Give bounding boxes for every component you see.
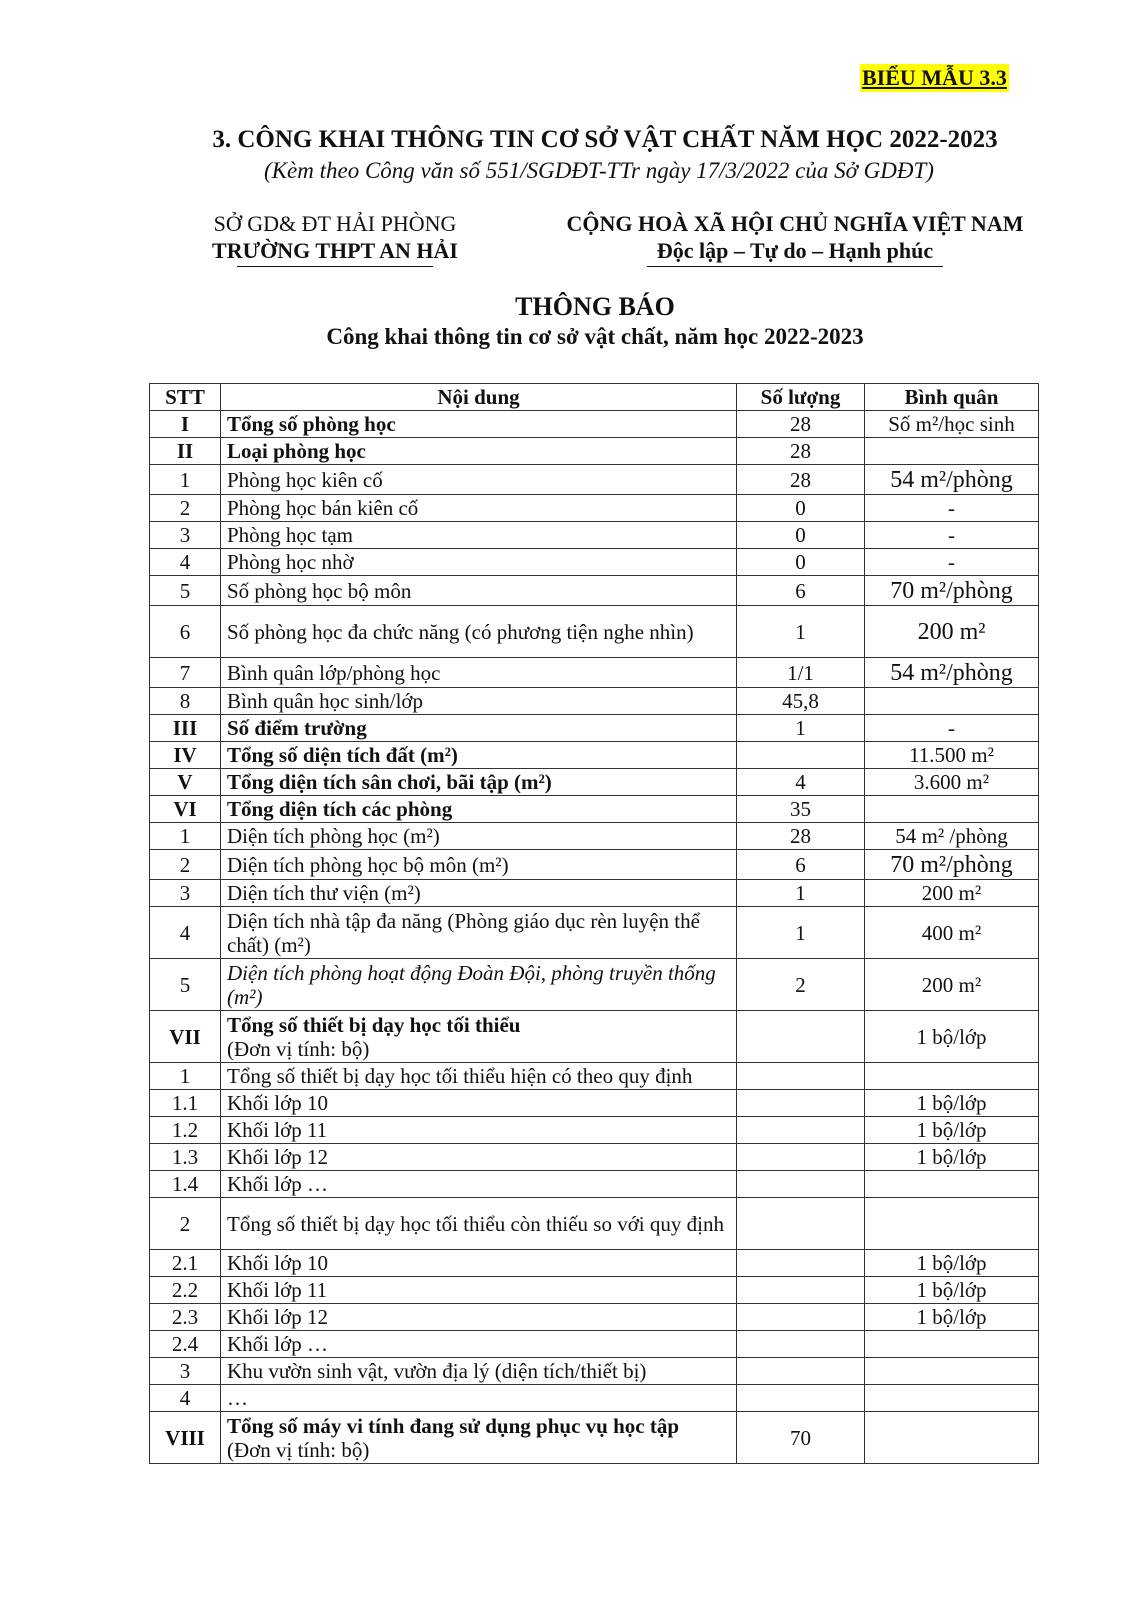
row-content-text: Tổng số thiết bị dạy học tối thiểu hiện có theo quy định — [227, 1064, 693, 1088]
row-quantity: 4 — [737, 769, 865, 796]
row-quantity — [737, 1304, 865, 1331]
table-row — [150, 1090, 1039, 1117]
row-content-text: Tổng số máy vi tính đang sử dụng phục vụ học tập — [227, 1413, 680, 1438]
table-row — [150, 959, 1039, 1011]
row-average: 1 bộ/lớp — [865, 1277, 1039, 1304]
row-quantity — [737, 1198, 865, 1250]
row-stt: VI — [150, 796, 221, 823]
row-average: 70 m²/phòng — [865, 576, 1039, 606]
row-content-text: Tổng số thiết bị dạy học tối thiểu — [227, 1012, 521, 1037]
row-content-text: Loại phòng học — [227, 439, 366, 463]
row-quantity: 1 — [737, 715, 865, 742]
row-average: 1 bộ/lớp — [865, 1144, 1039, 1171]
row-quantity — [737, 742, 865, 769]
row-average: 1 bộ/lớp — [865, 1117, 1039, 1144]
row-content — [221, 880, 737, 907]
table-row — [150, 658, 1039, 688]
row-average: 1 bộ/lớp — [865, 1090, 1039, 1117]
table-body — [150, 411, 1039, 1464]
row-average: - — [865, 495, 1039, 522]
row-content — [221, 1063, 737, 1090]
row-stt: 2 — [150, 1198, 221, 1250]
table-row — [150, 411, 1039, 438]
document-title: 3. CÔNG KHAI THÔNG TIN CƠ SỞ VẬT CHẤT NĂM HỌC 2022-2023 — [212, 126, 998, 153]
row-stt: VIII — [150, 1412, 221, 1464]
row-quantity: 45,8 — [737, 688, 865, 715]
row-content — [221, 1117, 737, 1144]
row-average: 54 m² /phòng — [865, 823, 1039, 850]
row-content-text: Khối lớp 10 — [227, 1091, 328, 1115]
row-content — [221, 1277, 737, 1304]
row-stt: 4 — [150, 1385, 221, 1412]
row-stt: 2.4 — [150, 1331, 221, 1358]
row-content-text: Tổng số phòng học — [227, 412, 396, 436]
row-content-text: Phòng học tạm — [227, 523, 353, 547]
row-content-text: Tổng diện tích sân chơi, bãi tập (m²) — [227, 770, 552, 794]
row-average — [865, 688, 1039, 715]
row-content — [221, 1358, 737, 1385]
row-stt: 2.1 — [150, 1250, 221, 1277]
table-row — [150, 907, 1039, 959]
row-content-text: Khối lớp … — [227, 1332, 328, 1356]
department-name: SỞ GD& ĐT HẢI PHÒNG — [213, 211, 457, 236]
row-content-text: Tổng số diện tích đất (m²) — [227, 743, 458, 767]
table-row — [150, 1412, 1039, 1464]
row-quantity: 6 — [737, 576, 865, 606]
row-stt: 1.3 — [150, 1144, 221, 1171]
table-row — [150, 742, 1039, 769]
row-stt: VII — [150, 1011, 221, 1063]
row-quantity — [737, 1385, 865, 1412]
row-content-unit-note: (Đơn vị tính: bộ) — [227, 1437, 370, 1462]
table-row — [150, 549, 1039, 576]
row-quantity — [737, 1144, 865, 1171]
row-average: 200 m² — [865, 606, 1039, 658]
row-average — [865, 1358, 1039, 1385]
row-content — [221, 438, 737, 465]
row-content-text: Tổng số thiết bị dạy học tối thiểu còn thiếu so với quy định — [227, 1211, 724, 1236]
row-content-text: Tổng diện tích các phòng — [227, 797, 453, 821]
row-content-text: Diện tích thư viện (m²) — [227, 881, 421, 905]
row-content — [221, 742, 737, 769]
row-content-text: Diện tích phòng học bộ môn (m²) — [227, 852, 509, 877]
form-number-tag: BIỂU MẪU 3.3 — [862, 65, 1007, 90]
table-row — [150, 715, 1039, 742]
national-header — [550, 210, 1040, 267]
row-content-text: … — [227, 1386, 248, 1410]
row-content — [221, 1250, 737, 1277]
row-average: 200 m² — [865, 880, 1039, 907]
row-content-text: Diện tích phòng học (m²) — [227, 824, 440, 848]
row-quantity — [737, 1090, 865, 1117]
header-quantity: Số lượng — [737, 384, 865, 411]
row-average: - — [865, 549, 1039, 576]
row-quantity: 1 — [737, 606, 865, 658]
row-average: 1 bộ/lớp — [865, 1250, 1039, 1277]
row-average — [865, 796, 1039, 823]
notice-subtitle: Công khai thông tin cơ sở vật chất, năm học 2022-2023 — [326, 324, 864, 349]
table-row — [150, 769, 1039, 796]
row-quantity: 28 — [737, 823, 865, 850]
row-quantity — [737, 1171, 865, 1198]
row-stt: 1 — [150, 465, 221, 495]
table-row — [150, 606, 1039, 658]
row-stt: 8 — [150, 688, 221, 715]
row-content-text: Phòng học bán kiên cố — [227, 496, 419, 520]
row-quantity — [737, 1011, 865, 1063]
row-average: 11.500 m² — [865, 742, 1039, 769]
row-content — [221, 715, 737, 742]
row-content — [221, 411, 737, 438]
row-content-text: Phòng học nhờ — [227, 550, 354, 574]
row-average: 200 m² — [865, 959, 1039, 1011]
row-average: Số m²/học sinh — [865, 411, 1039, 438]
row-content-text: Diện tích nhà tập đa năng (Phòng giáo dục rèn luyện thể chất) (m²) — [227, 908, 700, 957]
row-stt: 2 — [150, 495, 221, 522]
row-content — [221, 1011, 737, 1063]
row-average — [865, 1171, 1039, 1198]
row-content-text: Diện tích phòng hoạt động Đoàn Đội, phòng truyền thống (m²) — [227, 960, 716, 1009]
row-quantity: 2 — [737, 959, 865, 1011]
row-stt: 2 — [150, 850, 221, 880]
row-quantity — [737, 1117, 865, 1144]
row-stt: 3 — [150, 1358, 221, 1385]
row-stt: 1 — [150, 823, 221, 850]
row-average — [865, 1063, 1039, 1090]
row-average — [865, 1412, 1039, 1464]
row-content-text: Khối lớp 12 — [227, 1305, 328, 1329]
row-average: 70 m²/phòng — [865, 850, 1039, 880]
row-content — [221, 1090, 737, 1117]
row-content — [221, 850, 737, 880]
row-stt: 3 — [150, 880, 221, 907]
table-row — [150, 1171, 1039, 1198]
table-row — [150, 495, 1039, 522]
school-underline — [237, 266, 433, 267]
row-average: 54 m²/phòng — [865, 658, 1039, 688]
row-quantity: 35 — [737, 796, 865, 823]
table-row — [150, 1117, 1039, 1144]
row-content — [221, 1331, 737, 1358]
row-content — [221, 769, 737, 796]
row-stt: I — [150, 411, 221, 438]
table-row — [150, 796, 1039, 823]
row-content — [221, 549, 737, 576]
table-row — [150, 1304, 1039, 1331]
row-average: - — [865, 522, 1039, 549]
row-stt: 2.3 — [150, 1304, 221, 1331]
school-name: TRƯỜNG THPT AN HẢI — [212, 238, 458, 263]
row-content — [221, 495, 737, 522]
row-content — [221, 1171, 737, 1198]
row-quantity: 0 — [737, 522, 865, 549]
national-motto: Độc lập – Tự do – Hạnh phúc — [656, 238, 934, 263]
row-content-text: Khối lớp 12 — [227, 1145, 328, 1169]
row-quantity: 1 — [737, 880, 865, 907]
row-content-text: Khối lớp 11 — [227, 1278, 328, 1302]
row-quantity: 0 — [737, 495, 865, 522]
row-content — [221, 465, 737, 495]
row-stt: 1.2 — [150, 1117, 221, 1144]
row-stt: 4 — [150, 907, 221, 959]
table-row — [150, 1358, 1039, 1385]
row-quantity: 28 — [737, 465, 865, 495]
notice-title: THÔNG BÁO — [515, 292, 675, 321]
header-stt: STT — [150, 384, 221, 411]
row-stt: II — [150, 438, 221, 465]
row-content-text: Bình quân học sinh/lớp — [227, 689, 424, 713]
facility-table — [149, 383, 1039, 1464]
row-average — [865, 1385, 1039, 1412]
row-quantity — [737, 1277, 865, 1304]
table-row — [150, 688, 1039, 715]
motto-underline — [647, 266, 943, 267]
nation-name: CỘNG HOÀ XÃ HỘI CHỦ NGHĨA VIỆT NAM — [566, 211, 1024, 236]
row-quantity — [737, 1063, 865, 1090]
row-average — [865, 438, 1039, 465]
row-content — [221, 658, 737, 688]
table-row — [150, 1277, 1039, 1304]
row-average — [865, 1198, 1039, 1250]
row-content — [221, 688, 737, 715]
row-content — [221, 1198, 737, 1250]
row-stt: 1.4 — [150, 1171, 221, 1198]
row-stt: 1.1 — [150, 1090, 221, 1117]
row-content-text: Khu vườn sinh vật, vườn địa lý (diện tích/thiết bị) — [227, 1359, 647, 1383]
row-average: 1 bộ/lớp — [865, 1011, 1039, 1063]
row-content — [221, 1304, 737, 1331]
row-content-text: Khối lớp 11 — [227, 1118, 328, 1142]
row-stt: IV — [150, 742, 221, 769]
row-average: - — [865, 715, 1039, 742]
table-row — [150, 1250, 1039, 1277]
table-row — [150, 1198, 1039, 1250]
table-row — [150, 880, 1039, 907]
row-stt: 7 — [150, 658, 221, 688]
row-quantity: 28 — [737, 438, 865, 465]
issuing-authority — [195, 210, 475, 267]
row-quantity: 1/1 — [737, 658, 865, 688]
row-content — [221, 959, 737, 1011]
row-quantity — [737, 1358, 865, 1385]
row-content-text: Số phòng học bộ môn — [227, 578, 412, 603]
table-row — [150, 1063, 1039, 1090]
table-row — [150, 823, 1039, 850]
row-stt: 1 — [150, 1063, 221, 1090]
row-stt: 3 — [150, 522, 221, 549]
row-average: 54 m²/phòng — [865, 465, 1039, 495]
row-content — [221, 606, 737, 658]
table-row — [150, 1331, 1039, 1358]
table-row — [150, 438, 1039, 465]
row-content — [221, 907, 737, 959]
row-stt: III — [150, 715, 221, 742]
header-content: Nội dung — [221, 384, 737, 411]
row-content — [221, 522, 737, 549]
table-row — [150, 850, 1039, 880]
row-stt: 5 — [150, 959, 221, 1011]
row-content — [221, 1412, 737, 1464]
row-content-text: Phòng học kiên cố — [227, 467, 383, 492]
row-quantity — [737, 1331, 865, 1358]
row-average: 1 bộ/lớp — [865, 1304, 1039, 1331]
row-quantity: 6 — [737, 850, 865, 880]
table-row — [150, 465, 1039, 495]
row-average — [865, 1331, 1039, 1358]
row-stt: V — [150, 769, 221, 796]
header-average: Bình quân — [865, 384, 1039, 411]
row-content-text: Bình quân lớp/phòng học — [227, 660, 441, 685]
table-row — [150, 522, 1039, 549]
row-content-text: Số điểm trường — [227, 716, 367, 740]
table-row — [150, 1144, 1039, 1171]
row-stt: 2.2 — [150, 1277, 221, 1304]
row-average: 3.600 m² — [865, 769, 1039, 796]
row-content-unit-note: (Đơn vị tính: bộ) — [227, 1036, 370, 1061]
table-row — [150, 1011, 1039, 1063]
table-row — [150, 1385, 1039, 1412]
table-row — [150, 576, 1039, 606]
attachment-reference: (Kèm theo Công văn số 551/SGDĐT-TTr ngày 17/3/2022 của Sở GDĐT) — [264, 158, 934, 183]
row-average: 400 m² — [865, 907, 1039, 959]
row-content-text: Khối lớp … — [227, 1172, 328, 1196]
row-stt: 4 — [150, 549, 221, 576]
table-header-row — [150, 384, 1039, 411]
row-quantity: 1 — [737, 907, 865, 959]
row-content — [221, 796, 737, 823]
row-content — [221, 1385, 737, 1412]
row-content — [221, 823, 737, 850]
row-quantity — [737, 1250, 865, 1277]
row-content-text: Khối lớp 10 — [227, 1251, 328, 1275]
row-stt: 5 — [150, 576, 221, 606]
row-quantity: 28 — [737, 411, 865, 438]
row-content — [221, 576, 737, 606]
row-content — [221, 1144, 737, 1171]
row-quantity: 0 — [737, 549, 865, 576]
row-quantity: 70 — [737, 1412, 865, 1464]
row-content-text: Số phòng học đa chức năng (có phương tiện nghe nhìn) — [227, 619, 694, 644]
row-stt: 6 — [150, 606, 221, 658]
